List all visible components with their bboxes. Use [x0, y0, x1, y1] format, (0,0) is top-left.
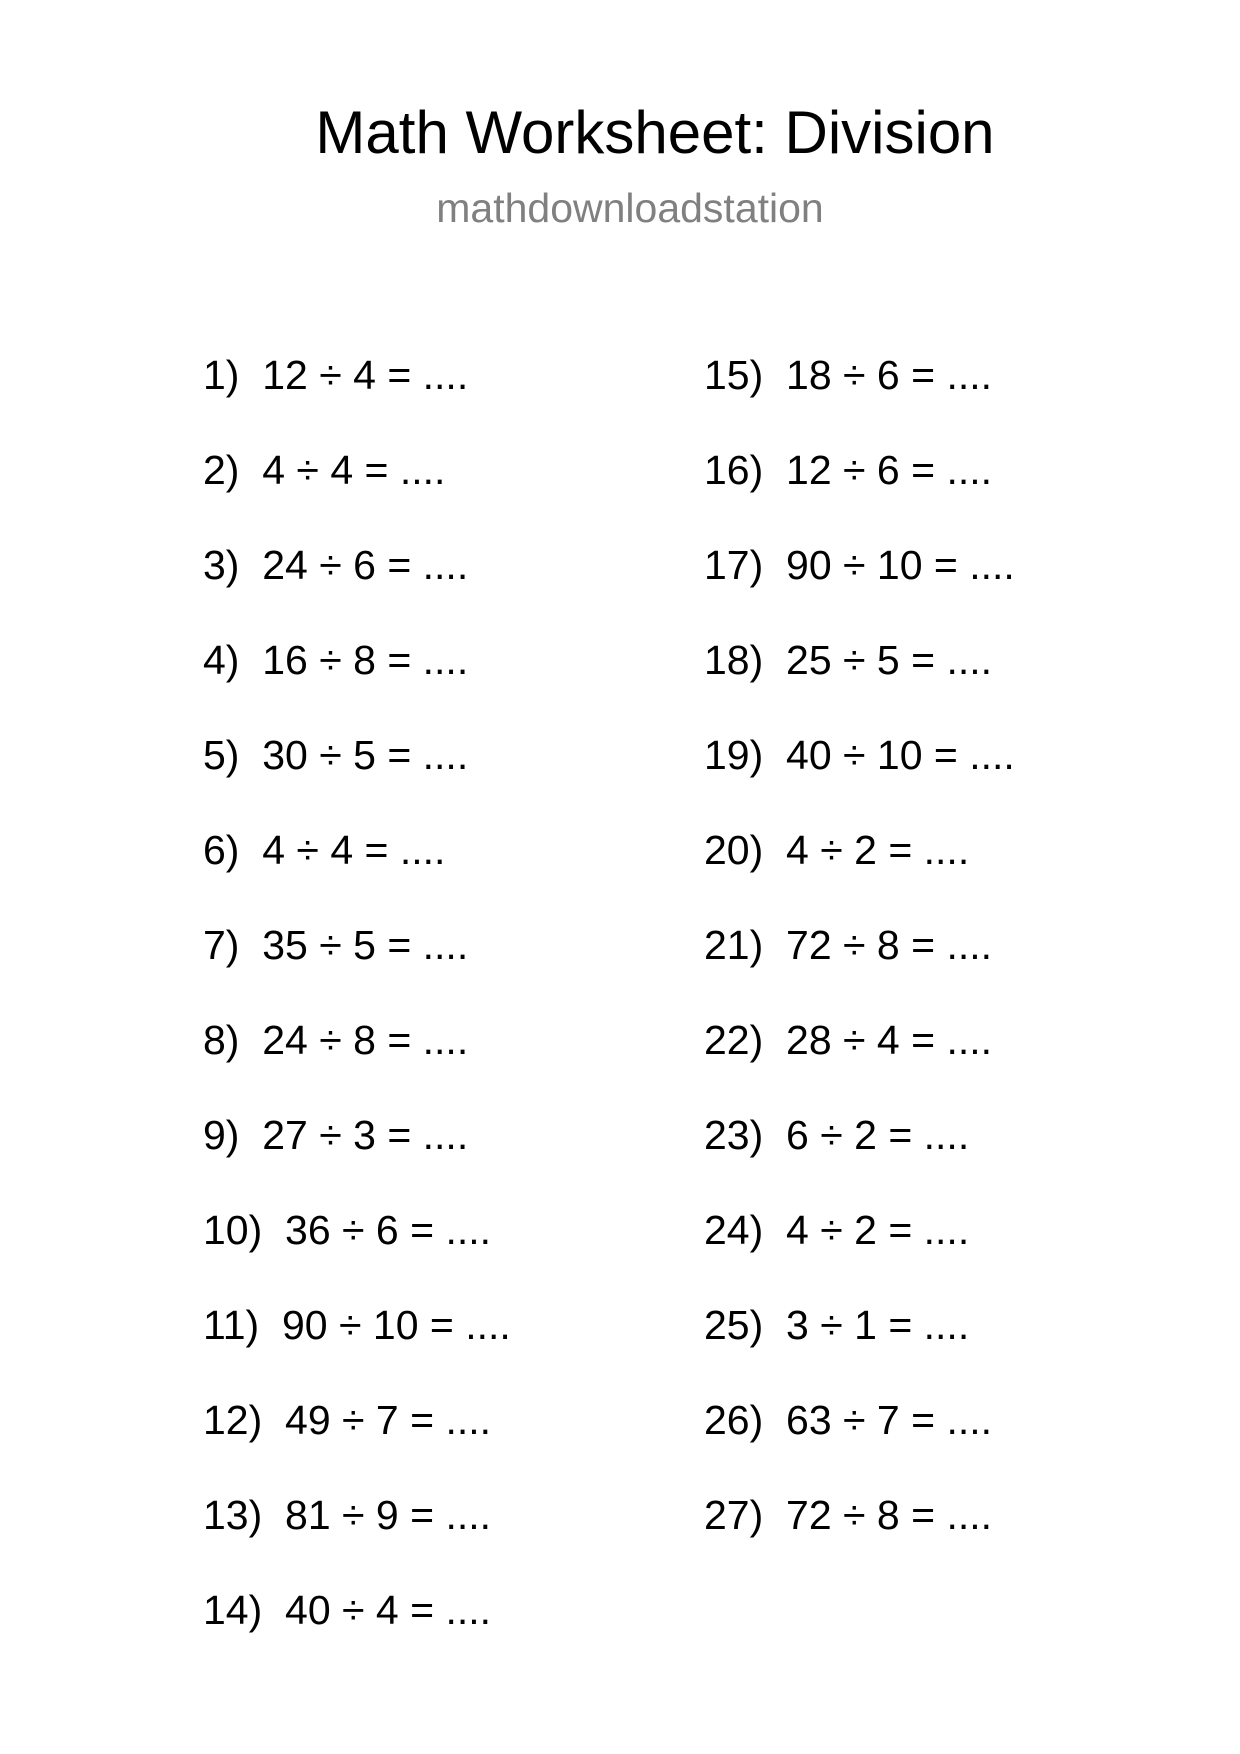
- problem-6: 6) 4 ÷ 4 = ....: [203, 827, 446, 873]
- problem-27: 27) 72 ÷ 8 = ....: [704, 1492, 993, 1538]
- problem-25: 25) 3 ÷ 1 = ....: [704, 1302, 970, 1348]
- problem-18: 18) 25 ÷ 5 = ....: [704, 637, 993, 683]
- problem-21: 21) 72 ÷ 8 = ....: [704, 922, 993, 968]
- problems-left-column: [203, 350, 511, 1680]
- problem-13: 13) 81 ÷ 9 = ....: [203, 1492, 492, 1538]
- problem-24: 24) 4 ÷ 2 = ....: [704, 1207, 970, 1253]
- problem-5: 5) 30 ÷ 5 = ....: [203, 732, 469, 778]
- problem-26: 26) 63 ÷ 7 = ....: [704, 1397, 993, 1443]
- problem-17: 17) 90 ÷ 10 = ....: [704, 542, 1015, 588]
- problem-2: 2) 4 ÷ 4 = ....: [203, 447, 446, 493]
- problem-19: 19) 40 ÷ 10 = ....: [704, 732, 1015, 778]
- problem-3: 3) 24 ÷ 6 = ....: [203, 542, 469, 588]
- problem-15: 15) 18 ÷ 6 = ....: [704, 352, 993, 398]
- problem-14: 14) 40 ÷ 4 = ....: [203, 1587, 492, 1633]
- problem-12: 12) 49 ÷ 7 = ....: [203, 1397, 492, 1443]
- problems-right-column: [704, 350, 1015, 1585]
- page-title: Math Worksheet: Division: [315, 99, 995, 166]
- problem-22: 22) 28 ÷ 4 = ....: [704, 1017, 993, 1063]
- problem-4: 4) 16 ÷ 8 = ....: [203, 637, 469, 683]
- problem-11: 11) 90 ÷ 10 = ....: [203, 1302, 511, 1348]
- problem-20: 20) 4 ÷ 2 = ....: [704, 827, 970, 873]
- problem-8: 8) 24 ÷ 8 = ....: [203, 1017, 469, 1063]
- problem-16: 16) 12 ÷ 6 = ....: [704, 447, 993, 493]
- problem-23: 23) 6 ÷ 2 = ....: [704, 1112, 970, 1158]
- problem-7: 7) 35 ÷ 5 = ....: [203, 922, 469, 968]
- page-subtitle: mathdownloadstation: [436, 185, 824, 231]
- problem-10: 10) 36 ÷ 6 = ....: [203, 1207, 492, 1253]
- problem-1: 1) 12 ÷ 4 = ....: [203, 352, 469, 398]
- problem-9: 9) 27 ÷ 3 = ....: [203, 1112, 469, 1158]
